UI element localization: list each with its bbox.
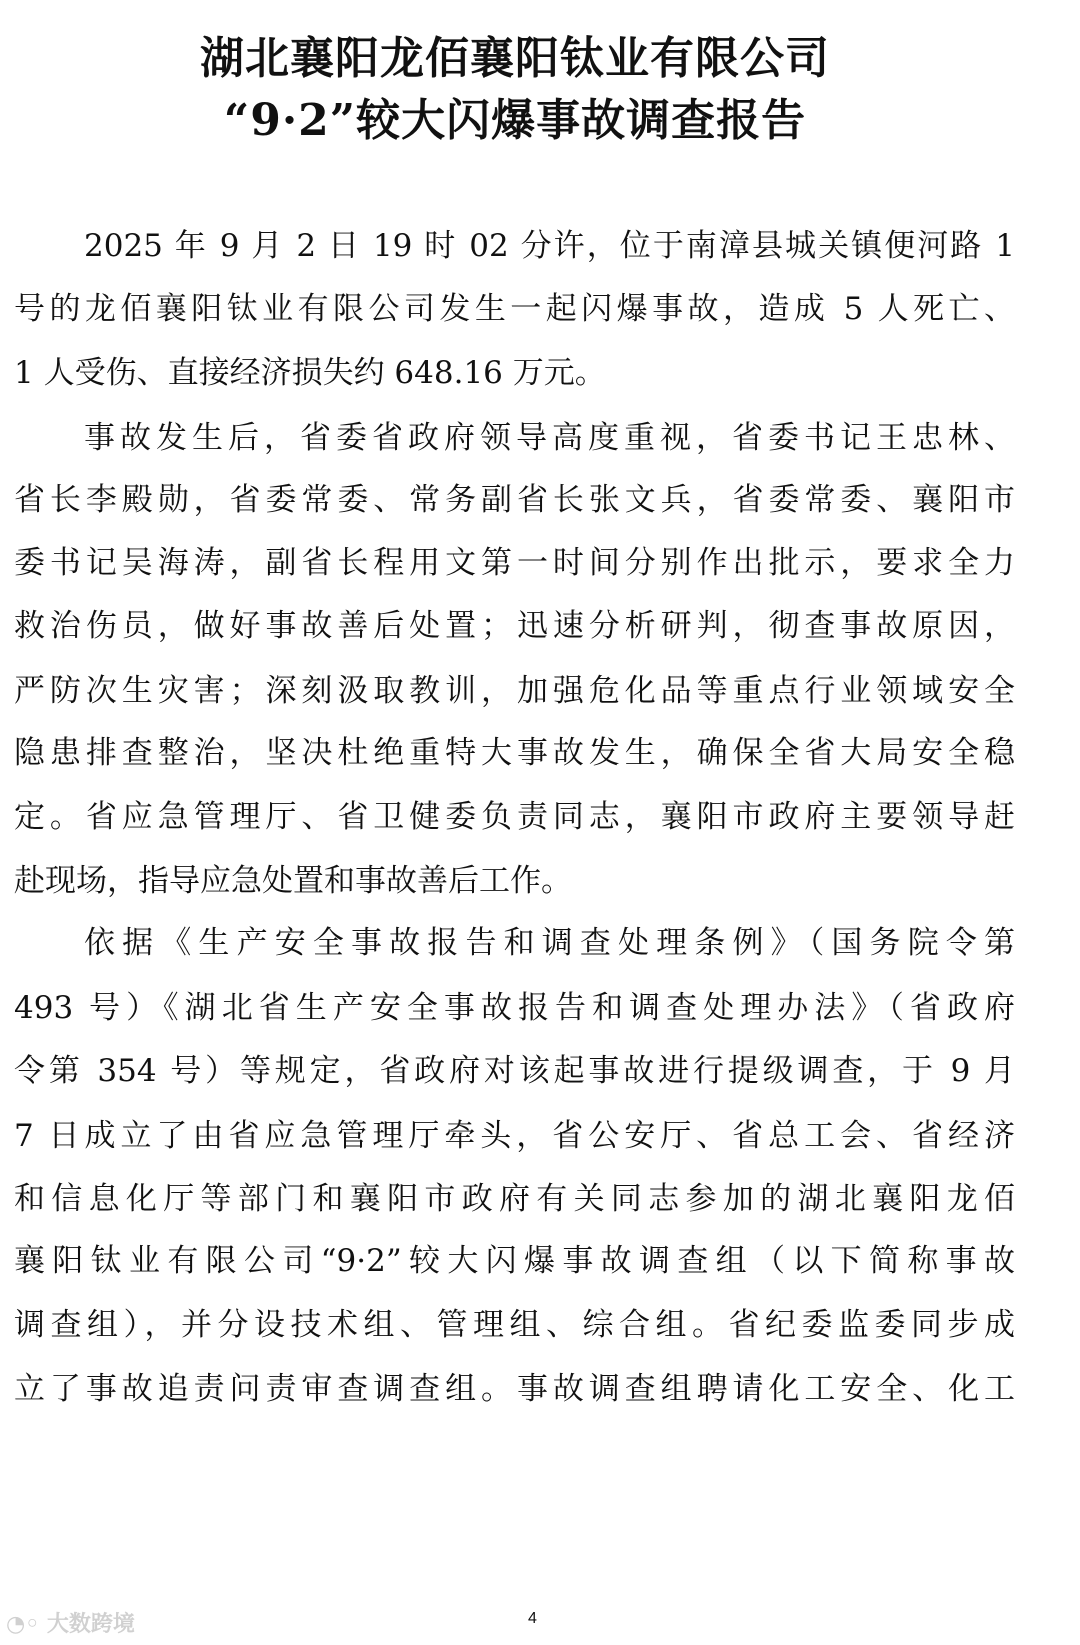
paragraph-line: 号的龙佰襄阳钛业有限公司发生一起闪爆事故，造成 5 人死亡、 (14, 291, 1015, 327)
watermark-text: 大数跨境 (46, 1612, 135, 1637)
paragraph-line: 依据《生产安全事故报告和调查处理条例》（国务院令第 (84, 925, 1015, 961)
title-line-2: “9·2”较大闪爆事故调查报告 (223, 95, 807, 146)
paragraph-line: 1 人受伤、直接经济损失约 648.16 万元。 (14, 355, 606, 391)
paragraph-line: 令第 354 号）等规定，省政府对该起事故进行提级调查，于 9 月 (14, 1053, 1015, 1089)
paragraph-line: 赴现场，指导应急处置和事故善后工作。 (14, 863, 572, 899)
paragraph-line: 7 日成立了由省应急管理厅牵头，省公安厅、省总工会、省经济 (14, 1118, 1015, 1154)
title-line-1: 湖北襄阳龙佰襄阳钛业有限公司 (200, 33, 830, 84)
paragraph-line: 严防次生灾害；深刻汲取教训，加强危化品等重点行业领域安全 (14, 673, 1015, 709)
paragraph-line: 2025 年 9 月 2 日 19 时 02 分许，位于南漳县城关镇便河路 1 (84, 228, 1015, 264)
paragraph-line: 襄阳钛业有限公司“9·2”较大闪爆事故调查组（以下简称事故 (14, 1243, 1015, 1279)
watermark-logo: ◔◦ 大数跨境 (6, 1612, 135, 1637)
paragraph-line: 立了事故追责问责审查调查组。事故调查组聘请化工安全、化工 (14, 1371, 1015, 1407)
paragraph-line: 救治伤员，做好事故善后处置；迅速分析研判，彻查事故原因， (14, 608, 1015, 644)
paragraph-line: 隐患排查整治，坚决杜绝重特大事故发生，确保全省大局安全稳 (14, 735, 1015, 771)
paragraph-line: 和信息化厅等部门和襄阳市政府有关同志参加的湖北襄阳龙佰 (14, 1181, 1015, 1217)
paragraph-line: 调查组），并分设技术组、管理组、综合组。省纪委监委同步成 (14, 1307, 1015, 1343)
paragraph-line: 事故发生后，省委省政府领导高度重视，省委书记王忠林、 (84, 420, 1015, 456)
page-number: 4 (528, 1610, 537, 1627)
paragraph-line: 委书记吴海涛，副省长程用文第一时间分别作出批示，要求全力 (14, 545, 1015, 581)
paragraph-line: 省长李殿勋，省委常委、常务副省长张文兵，省委常委、襄阳市 (14, 482, 1015, 518)
paragraph-line: 493 号）《湖北省生产安全事故报告和调查处理办法》（省政府 (14, 990, 1015, 1026)
paragraph-line: 定。省应急管理厅、省卫健委负责同志，襄阳市政府主要领导赶 (14, 799, 1015, 835)
